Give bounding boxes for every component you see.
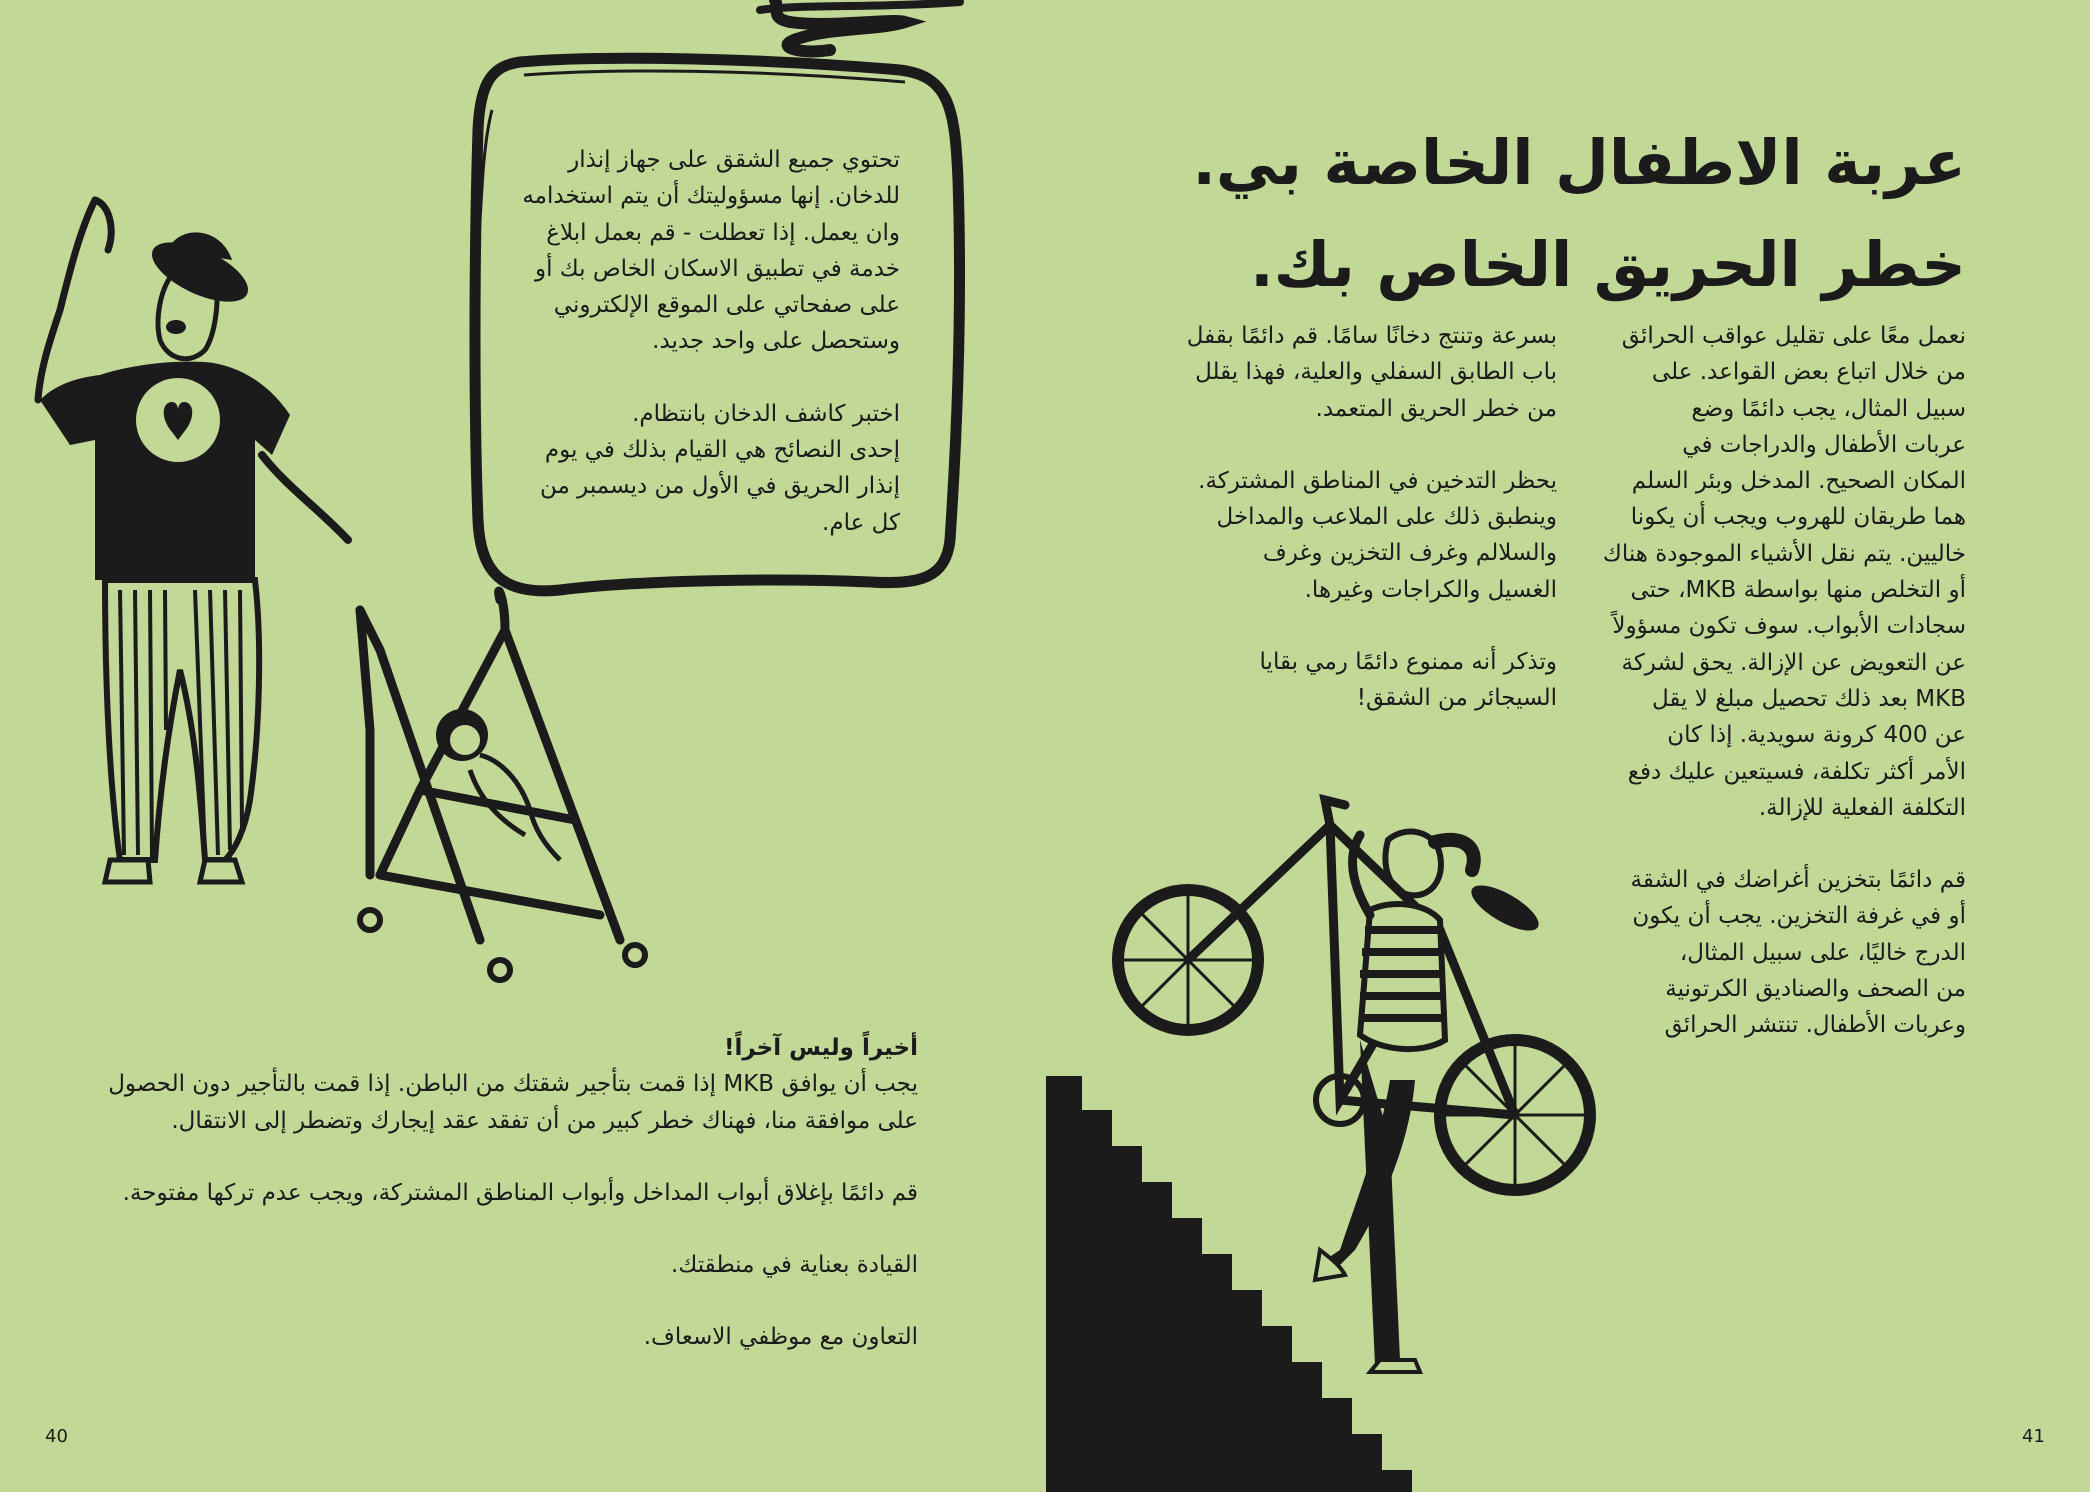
paragraph: القيادة بعناية في منطقتك. bbox=[671, 1252, 918, 1279]
paragraph: يجب أن يوافق MKB إذا قمت بتأجير شقتك من الباطن. إذا قمت بالتأجير دون الحصول على موافقة منا، فهناك خطر كبير من أن تفقد عقد إيجارك وتضطر إلى الانتقال. bbox=[108, 1071, 918, 1134]
paragraph: قم دائمًا بتخزين أغراضك في الشقة أو في غرفة التخزين. يجب أن يكون الدرج خاليًا، على سبيل المثال، من الصحف والصناديق الكرتونية وعربات الأطفال. تنتشر الحرائق bbox=[1630, 867, 1966, 1039]
paragraph: بسرعة وتنتج دخانًا سامًا. قم دائمًا بقفل باب الطابق السفلي والعلية، فهذا يقلل من خطر الحريق المتعمد. bbox=[1186, 323, 1557, 422]
paragraph: تحتوي جميع الشقق على جهاز إنذار للدخان. إنها مسؤوليتك أن يتم استخدامه وان يعمل. إذا تعطلت - قم بعمل ابلاغ خدمة في تطبيق الاسكان الخاص بك أو على صفحاتي على الموقع الإلكتروني وستحصل على واحد جديد. bbox=[522, 147, 900, 355]
paragraph: وتذكر أنه ممنوع دائمًا رمي بقايا السيجائر من الشقق! bbox=[1259, 649, 1557, 712]
paragraph: التعاون مع موظفي الاسعاف. bbox=[643, 1324, 918, 1351]
bottom-text-block bbox=[80, 1030, 918, 1356]
middle-text-column bbox=[1177, 318, 1557, 717]
speech-bubble-text bbox=[515, 142, 900, 541]
section-heading: أخيراً وليس آخراً! bbox=[723, 1035, 918, 1061]
page-title: عربة الاطفال الخاصة بي. خطر الحريق الخاص بك. bbox=[1192, 126, 1966, 301]
right-text-column bbox=[1546, 318, 1966, 1044]
page-number-right: 41 bbox=[2022, 1426, 2045, 1447]
page-number-left: 40 bbox=[45, 1426, 68, 1447]
paragraph: اختبر كاشف الدخان بانتظام. إحدى النصائح هي القيام بذلك في يوم إنذار الحريق في الأول من ديسمبر من كل عام. bbox=[540, 400, 900, 536]
paragraph: نعمل معًا على تقليل عواقب الحرائق من خلال اتباع بعض القواعد. على سبيل المثال، يجب دائمًا وضع عربات الأطفال والدراجات في المكان الصحيح. المدخل وبئر السلم هما طريقان للهروب ويجب أن يكونا خاليين. يتم نقل الأشياء الموجودة هناك أو التخلص منها بواسطة MKB، حتى سجادات الأبواب. سوف تكون مسؤولاً عن التعويض عن الإزالة. يحق لشركة MKB بعد ذلك تحصيل مبلغ لا يقل عن 400 كرونة سويدية. إذا كان الأمر أكثر تكلفة، فسيتعين عليك دفع التكلفة الفعلية للإزالة. bbox=[1602, 323, 1966, 821]
paragraph: يحظر التدخين في المناطق المشتركة. وينطبق ذلك على الملاعب والمداخل والسلالم وغرف التخزين وغرف الغسيل والكراجات وغيرها. bbox=[1198, 467, 1557, 603]
paragraph: قم دائمًا بإغلاق أبواب المداخل وأبواب المناطق المشتركة، ويجب عدم تركها مفتوحة. bbox=[122, 1179, 918, 1206]
